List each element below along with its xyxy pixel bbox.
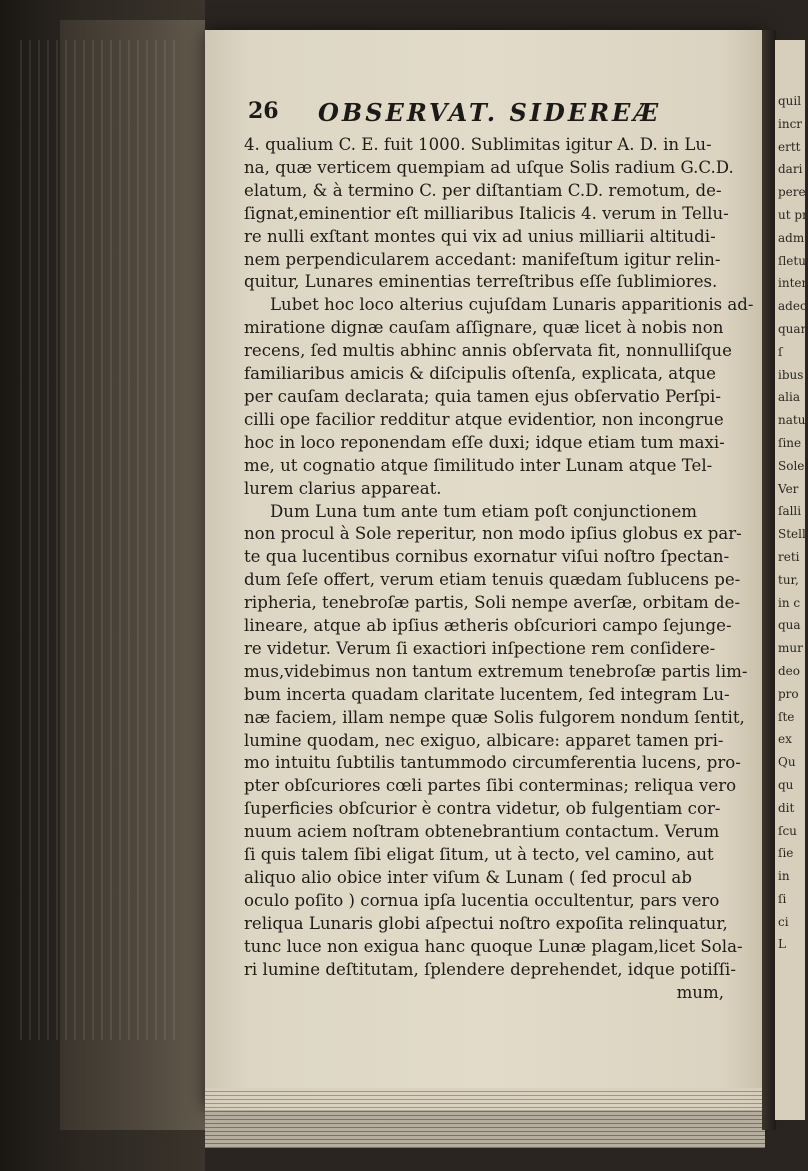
text-line: aliquo alio obice inter viſum & Lunam ( ſed procul ab — [244, 868, 692, 887]
facing-page-fragment-line: ſi — [778, 891, 787, 906]
facing-page-fragment-line: Sole. — [778, 458, 808, 473]
facing-page-fragment-line: adeo — [778, 299, 808, 314]
text-line: te qua lucentibus cornibus exornatur viſui noſtro ſpectan- — [244, 547, 730, 567]
text-line: hoc in loco reponendam eſſe duxi; idque etiam tum maxi- — [244, 432, 725, 452]
facing-page-fragment-line: ſalli — [778, 504, 802, 519]
text-line: nuum aciem noſtram obtenebrantium contactum. Verum — [244, 822, 720, 842]
facing-page-fragment-line: dit — [778, 800, 795, 815]
page-edge-stripes — [20, 40, 180, 1040]
text-line: mum, — [676, 982, 724, 1002]
facing-page-fragment-line: Qu — [778, 755, 796, 770]
facing-page-fragment-line: mur — [778, 641, 803, 656]
text-line: miratione dignæ cauſam aſſignare, quæ licet à nobis non — [244, 318, 724, 338]
text-line: lineare, atque ab ipſius ætheris obſcuriori campo ſejunge- — [244, 616, 732, 636]
facing-page-fragment-line: dari — [778, 162, 803, 177]
facing-page-fragment-line: ci — [778, 914, 789, 929]
facing-page-fragment-line: incr — [778, 116, 803, 131]
text-line: ſuperficies obſcurior è contra videtur, ob fulgentiam cor- — [244, 799, 721, 819]
facing-page-fragment-line: ex — [778, 732, 792, 747]
facing-page-fragment-line: in c — [778, 595, 801, 610]
facing-page-fragment-line: ſie — [778, 846, 794, 861]
text-line: mus,videbimus non tantum extremum tenebroſæ partis lim- — [244, 661, 748, 681]
text-line: pter obſcuriores cœli partes ſibi conterminas; reliqua vero — [244, 776, 737, 796]
body-text — [244, 134, 754, 1004]
text-line: mo intuitu ſubtilis tantummodo circumferentia lucens, pro- — [244, 753, 741, 773]
facing-page-fragment-line: ſine — [778, 435, 802, 450]
facing-page-fragment-line: ertt — [778, 139, 801, 154]
text-line: na, quæ verticem quempiam ad uſque Solis radium G.C.D. — [244, 157, 734, 177]
text-line: bum incerta quadam claritate lucentem, ſed integram Lu- — [244, 684, 730, 704]
text-line: familiaribus amicis & diſcipulis oſtenſa, explicata, atque — [244, 364, 716, 384]
text-line: non procul à Sole reperitur, non modo ipſius globus ex par- — [244, 524, 742, 544]
facing-page-fragment-line: alia — [778, 390, 800, 405]
facing-page-fragment-line: natu — [778, 413, 806, 428]
facing-page-fragment-line: ibus — [778, 367, 804, 382]
facing-page-fragment-line: pere — [778, 185, 806, 200]
text-line: per cauſam declarata; quia tamen ejus obſervatio Perſpi- — [244, 386, 721, 406]
facing-page-fragment-line: Ver — [778, 481, 799, 496]
text-line: cilli ope facilior redditur atque evidentior, non incongrue — [244, 409, 724, 429]
text-line: me, ut cognatio atque ſimilitudo inter Lunam atque Tel- — [244, 455, 713, 475]
text-line: ſi quis talem ſibi eligat ſitum, ut à tecto, vel camino, aut — [244, 845, 714, 865]
facing-page-fragment-line: ſ — [778, 344, 783, 359]
text-line: re nulli exſtant montes qui vix ad unius milliarii altitudi- — [244, 226, 716, 246]
text-line: elatum, & à termino C. per diſtantiam C.D. remotum, de- — [244, 180, 722, 200]
text-line: quitur, Lunares eminentias terreſtribus eſſe ſublimiores. — [244, 272, 718, 292]
facing-page-fragment-line: ſte — [778, 709, 795, 724]
facing-page-fragment-line: ſletu — [778, 253, 806, 268]
page-header — [240, 98, 760, 132]
facing-page-fragment-line: deo — [778, 663, 801, 678]
facing-page-fragment-line: ut pr — [778, 207, 808, 222]
facing-page-fragment-line: inter — [778, 276, 808, 291]
text-line: ſignat,eminentior eſt milliaribus Italicis 4. verum in Tellu- — [244, 203, 729, 223]
page-number: 26 — [248, 98, 279, 124]
facing-page-fragment-line: in — [778, 869, 790, 884]
facing-page-fragment-line: quil — [778, 94, 802, 108]
book-gutter — [762, 30, 776, 1130]
text-line: lurem clarius appareat. — [244, 478, 442, 498]
text-line: reliqua Lunaris globi aſpectui noſtro expoſita relinquatur, — [244, 913, 728, 933]
text-line: re videtur. Verum ſi exactiori inſpectione rem conſidere- — [244, 638, 716, 658]
text-line: næ faciem, illam nempe quæ Solis fulgorem nondum ſentit, — [244, 707, 745, 727]
facing-page-text-fragments — [778, 90, 808, 956]
facing-page-fragment-line: pro — [778, 686, 799, 701]
text-line: tunc luce non exigua hanc quoque Lunæ plagam,licet Sola- — [244, 936, 743, 956]
facing-page-fragment-line: quan — [778, 321, 808, 336]
text-line: Lubet hoc loco alterius cujuſdam Lunaris apparitionis ad- — [270, 295, 754, 315]
running-title: OBSERVAT. SIDEREÆ — [318, 98, 662, 127]
text-line: ri lumine deſtitutam, ſplendere deprehendet, idque potiſſi- — [244, 959, 736, 979]
text-line: recens, ſed multis abhinc annis obſervata fit, nonnulliſque — [244, 341, 732, 361]
text-line: oculo poſito ) cornua ipſa lucentia occultentur, pars vero — [244, 890, 720, 910]
facing-page-fragment-line: adm — [778, 230, 805, 245]
page-stack-edges — [205, 1088, 765, 1148]
text-line: 4. qualium C. E. fuit 1000. Sublimitas igitur A. D. in Lu- — [244, 135, 712, 154]
facing-page-fragment-line: L — [778, 937, 786, 952]
text-line: ripheria, tenebroſæ partis, Soli nempe averſæ, orbitam de- — [244, 593, 741, 613]
facing-page-fragment-line: qua — [778, 618, 801, 633]
facing-page-fragment-line: Stell — [778, 527, 806, 542]
facing-page-fragment-line: ſcu — [778, 823, 797, 838]
facing-page-fragment-line: reti — [778, 549, 800, 564]
text-line: nem perpendicularem accedant: manifeſtum igitur relin- — [244, 249, 721, 269]
facing-page-fragment-line: tur, — [778, 572, 799, 587]
text-line: lumine quodam, nec exiguo, albicare: apparet tamen pri- — [244, 730, 724, 750]
facing-page-fragment-line: qu — [778, 777, 794, 792]
text-line: dum ſeſe offert, verum etiam tenuis quædam ſublucens pe- — [244, 570, 741, 590]
text-line: Dum Luna tum ante tum etiam poſt conjunctionem — [270, 501, 698, 521]
